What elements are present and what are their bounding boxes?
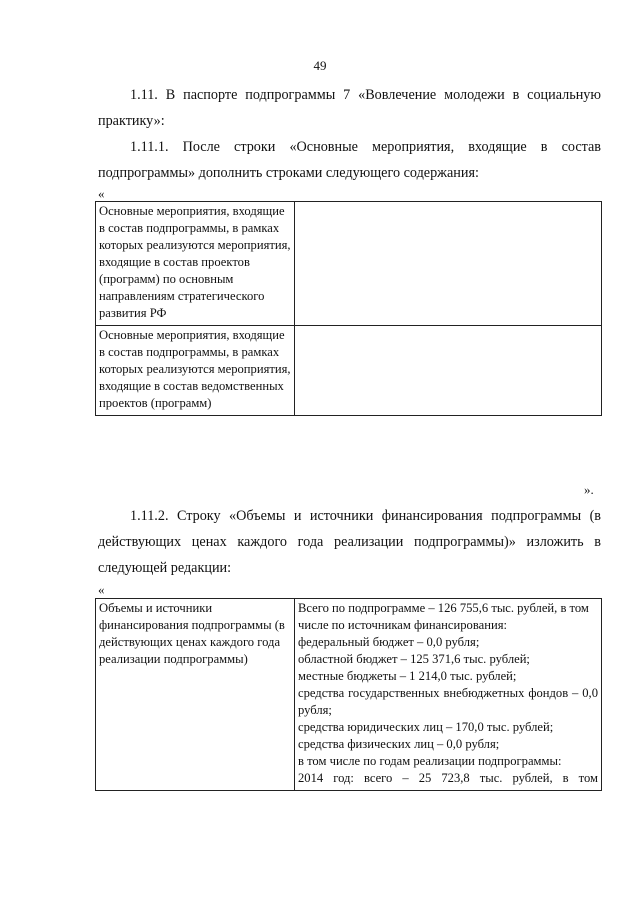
table-cell-label: Объемы и источники финансирования подпрограммы (в действующих ценах каждого года реализации подпрограммы) (96, 599, 295, 791)
table-row (96, 599, 602, 791)
table-cell-label: Основные мероприятия, входящие в состав подпрограммы, в рамках которых реализуются мероприятия, входящие в состав ведомственных проектов (программ) (96, 326, 295, 416)
table-funding (95, 598, 602, 791)
page-number: 49 (313, 58, 327, 73)
funding-local: местные бюджеты – 1 214,0 тыс. рублей; (298, 669, 517, 683)
table-cell-value (295, 326, 602, 416)
paragraph-1-11-1 (98, 134, 601, 186)
funding-offbudget: средства государственных внебюджетных фондов – 0,0 рубля; (298, 686, 598, 717)
funding-by-years: в том числе по годам реализации подпрограммы: (298, 754, 562, 768)
funding-legal-entities: средства юридических лиц – 170,0 тыс. рублей; (298, 720, 554, 734)
closing-quote: ». (584, 482, 594, 497)
table-cell-label: Основные мероприятия, входящие в состав подпрограммы, в рамках которых реализуются мероприятия, входящие в состав проектов (программ) по основным направлениям стратегического развития РФ (96, 202, 295, 326)
funding-regional: областной бюджет – 125 371,6 тыс. рублей; (298, 652, 530, 666)
table-cell-value (295, 202, 602, 326)
table-main-activities (95, 201, 602, 416)
table-row (96, 326, 602, 416)
table-row (96, 202, 602, 326)
paragraph-1-11 (98, 82, 601, 134)
paragraph-1-11-2-text: 1.11.2. Строку «Объемы и источники финансирования подпрограммы (в действующих ценах каждого года реализации подпрограммы)» изложить в следующей редакции: (98, 508, 601, 576)
paragraph-1-11-text: 1.11. В паспорте подпрограммы 7 «Вовлечение молодежи в социальную практику»: (98, 87, 601, 129)
funding-total: Всего по подпрограмме – 126 755,6 тыс. рублей, в том числе по источникам финансирования: (298, 601, 589, 632)
opening-quote: « (98, 186, 105, 201)
paragraph-1-11-1-text: 1.11.1. После строки «Основные мероприятия, входящие в состав подпрограммы» дополнить строками следующего содержания: (98, 139, 601, 181)
funding-individuals: средства физических лиц – 0,0 рубля; (298, 737, 500, 751)
table-cell-funding (295, 599, 602, 791)
funding-2014: 2014 год: всего – 25 723,8 тыс. рублей, в том (298, 771, 598, 785)
paragraph-1-11-2 (98, 503, 601, 581)
opening-quote-2: « (98, 582, 105, 597)
funding-federal: федеральный бюджет – 0,0 рубля; (298, 635, 480, 649)
